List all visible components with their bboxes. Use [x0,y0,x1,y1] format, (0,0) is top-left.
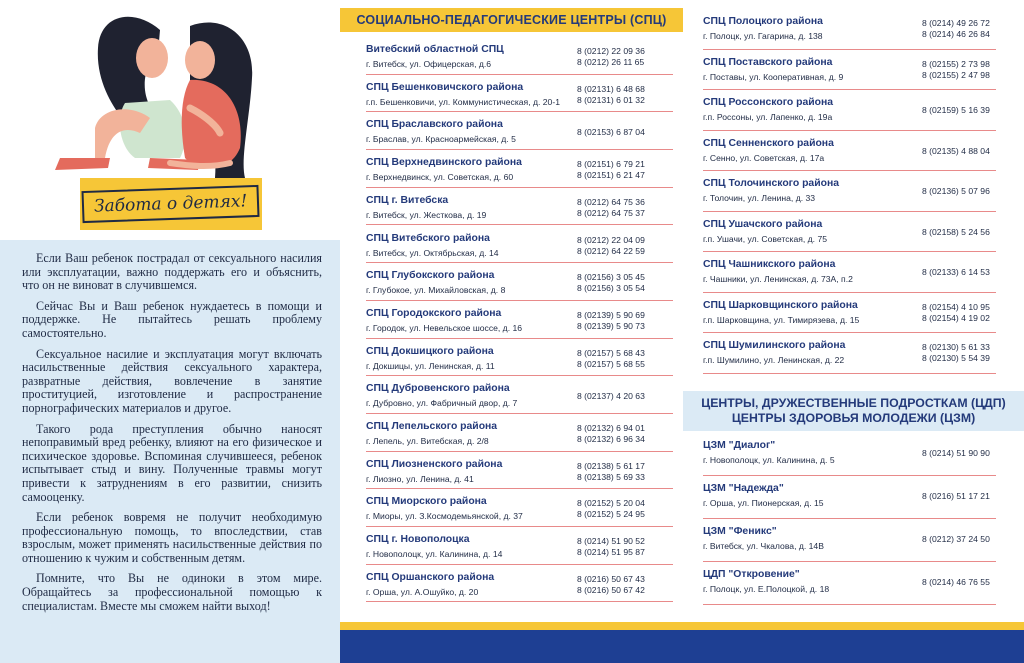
phone-number[interactable]: 8 (0214) 51 95 87 [577,547,645,558]
phone-numbers [922,267,996,278]
center-address: г.п. Россоны, ул. Лапенко, д. 19а [703,112,833,122]
phone-numbers [577,574,657,596]
phone-numbers [922,146,996,157]
phone-number[interactable]: 8 (02154) 4 19 02 [922,312,990,323]
phone-number[interactable]: 8 (02130) 5 54 39 [922,353,990,363]
phone-numbers [577,423,657,445]
contact-entry [366,191,673,226]
spc-header: СОЦИАЛЬНО-ПЕДАГОГИЧЕСКИЕ ЦЕНТРЫ (СПЦ) [340,8,683,32]
phone-numbers [922,302,996,324]
contact-entry [703,93,996,131]
center-name: СПЦ Ушачского района [703,218,823,230]
phone-numbers [577,46,657,68]
contact-entry [703,174,996,212]
youth-header-line: ЦЕНТРЫ ЗДОРОВЬЯ МОЛОДЕЖИ (ЦЗМ) [731,411,976,425]
phone-numbers [577,536,657,558]
phone-number[interactable]: 8 (02151) 6 79 21 [577,159,645,170]
phone-numbers [922,18,996,40]
center-address: г.п. Шарковщина, ул. Тимирязева, д. 15 [703,314,860,325]
paragraph: Такого рода преступления обычно наносят непоправимый вред ребенку, влияют на его физическое и психическое здоровье. Вспоминая случившееся, ребенок испытывает стыд и вину. Полученные травмы могут привести к затруднениям в его развитии, снизить самооценку. [22,421,322,504]
center-name: СПЦ Шумилинского района [703,340,846,351]
center-address: г. Лиозно, ул. Ленина, д. 41 [366,473,474,484]
center-address: г. Городок, ул. Невельское шоссе, д. 16 [366,322,523,333]
phone-number[interactable]: 8 (02156) 3 05 54 [577,283,645,294]
banner-text: Забота о детях! [82,185,260,223]
center-address: г. Сенно, ул. Советская, д. 17а [703,152,825,163]
phone-number[interactable]: 8 (02139) 5 90 73 [577,320,645,331]
phone-number[interactable]: 8 (0214) 46 26 84 [922,29,990,39]
phone-number[interactable]: 8 (0216) 50 67 42 [577,584,645,595]
care-banner [80,178,262,230]
center-name: СПЦ Браславского района [366,119,503,131]
center-name: СПЦ Сенненского района [703,137,834,149]
phone-number[interactable]: 8 (02151) 6 21 47 [577,170,645,181]
phone-number[interactable]: 8 (02157) 5 68 43 [577,347,645,358]
phone-number[interactable]: 8 (0212) 64 22 59 [577,245,645,256]
contact-entry [703,479,996,519]
contact-entry [366,492,673,527]
contact-entry [366,530,673,565]
phone-number[interactable]: 8 (0212) 64 75 37 [577,207,645,218]
center-name: СПЦ г. Витебска [366,194,449,206]
phone-number[interactable]: 8 (02159) 5 16 39 [922,105,990,115]
contact-entry [366,229,673,264]
center-address: г. Витебск, ул. Октябрьская, д. 14 [366,247,499,258]
center-address: г.п. Шумилино, ул. Ленинская, д. 22 [703,355,845,365]
center-address: г. Дубровно, ул. Фабричный двор, д. 7 [366,398,518,409]
center-address: г. Чашники, ул. Ленинская, д. 73А, п.2 [703,274,853,284]
contact-entry [366,417,673,452]
center-name: СПЦ Лиозненского района [366,458,503,470]
info-text-box [0,240,340,663]
phone-numbers [577,235,657,257]
phone-number[interactable]: 8 (0216) 51 17 21 [922,491,990,501]
phone-numbers [922,491,996,502]
phone-numbers [577,159,657,181]
center-name: СПЦ Лепельского района [366,421,498,432]
phone-number[interactable]: 8 (02132) 6 96 34 [577,434,645,444]
phone-number[interactable]: 8 (02152) 5 20 04 [577,498,645,509]
center-name: СПЦ Россонского района [703,97,834,108]
center-name: СПЦ Шарковщинского района [703,299,858,311]
blue-stripe [340,630,1024,663]
middle-panel [340,0,683,663]
center-address: г.п. Ушачи, ул. Советская, д. 75 [703,233,827,244]
phone-numbers [577,310,657,332]
phone-numbers [577,498,657,520]
center-name: СПЦ Миорского района [366,496,487,508]
center-address: г. Миоры, ул. З.Космодемьянской, д. 37 [366,511,523,522]
phone-number[interactable]: 8 (02154) 4 10 95 [922,301,990,312]
phone-numbers [577,84,657,106]
phone-numbers [922,59,996,81]
phone-number[interactable]: 8 (02133) 6 14 53 [922,267,990,277]
contact-entry [366,455,673,490]
phone-numbers [922,577,996,588]
contact-entry [366,40,673,75]
phone-number[interactable]: 8 (02155) 2 73 98 [922,58,990,69]
contact-entry [366,266,673,301]
phone-numbers [922,534,996,545]
left-panel [0,0,340,663]
center-name: СПЦ Полоцкого района [703,16,823,27]
phone-numbers [577,127,657,138]
center-name: ЦЗМ "Диалог" [703,440,776,451]
contact-entry [366,379,673,414]
center-name: СПЦ Витебского района [366,232,490,244]
phone-number[interactable]: 8 (0212) 26 11 65 [577,57,645,67]
phone-number[interactable]: 8 (0214) 51 90 52 [577,536,645,547]
center-name: СПЦ Городокского района [366,307,502,319]
center-address: г. Браслав, ул. Красноармейская, д. 5 [366,134,516,145]
right-panel [683,0,1024,663]
contact-entry [703,53,996,91]
center-name: СПЦ Верхнедвинского района [366,157,522,169]
center-name: СПЦ г. Новополоцка [366,534,470,546]
phone-number[interactable]: 8 (02132) 6 94 01 [577,423,645,433]
paragraph: Если Ваш ребенок пострадал от сексуального насилия или эксплуатации, важно поддержать его и объяснить, что он не виноват в случившемся. [22,251,322,293]
youth-header-line: ЦЕНТРЫ, ДРУЖЕСТВЕННЫЕ ПОДРОСТКАМ (ЦДП) [701,396,1006,410]
phone-number[interactable]: 8 (0216) 50 67 43 [577,573,645,584]
contact-entry [366,568,673,603]
paragraph: Сейчас Вы и Ваш ребенок нуждаетесь в помощи и поддержке. Не пытайтесь решать проблему самостоятельно. [22,298,322,340]
phone-numbers [922,227,996,238]
center-address: г.п. Бешенковичи, ул. Коммунистическая, д. 20-1 [366,96,560,107]
center-address: г. Витебск, ул. Офицерская, д.6 [366,59,492,69]
phone-numbers [577,348,657,370]
phone-number[interactable]: 8 (0214) 46 76 55 [922,577,990,587]
contact-entry [366,153,673,188]
paragraph: Сексуальное насилие и эксплуатация могут включать насильственные действия сексуального характера, развратные действия, вовлечение в занятие проституцией, изготовление и распространение порнографических материалов и другое. [22,346,322,415]
center-address: г. Глубокое, ул. Михайловская, д. 8 [366,285,506,296]
center-address: г. Витебск, ул. Жесткова, д. 19 [366,209,487,220]
phone-number[interactable]: 8 (02130) 5 61 33 [922,342,990,352]
phone-number[interactable]: 8 (02138) 5 61 17 [577,460,645,471]
youth-centers-header [683,391,1024,431]
phone-number[interactable]: 8 (02157) 5 68 55 [577,358,645,369]
center-address: г. Полоцк, ул. Гагарина, д. 138 [703,31,823,41]
phone-number[interactable]: 8 (02155) 2 47 98 [922,69,990,80]
center-name: Витебский областной СПЦ [366,44,504,55]
phone-number[interactable]: 8 (02158) 5 24 56 [922,226,990,237]
phone-number[interactable]: 8 (02153) 6 87 04 [577,127,645,138]
phone-number[interactable]: 8 (0214) 51 90 90 [922,448,990,458]
paragraph: Если ребенок вовремя не получит необходимую профессиональную помощь, то впоследствии, став взрослым, может применять насильственные действия по отношению к чужим и собственным детям. [22,510,322,565]
contact-entry [703,522,996,562]
contact-entry [366,342,673,377]
contact-entry [366,78,673,113]
phone-number[interactable]: 8 (02152) 5 24 95 [577,509,645,520]
center-address: г. Орша, ул. А.Ошуйко, д. 20 [366,586,479,597]
phone-number[interactable]: 8 (02131) 6 48 68 [577,83,645,94]
phone-number[interactable]: 8 (0212) 22 09 36 [577,46,645,56]
center-name: СПЦ Глубокского района [366,270,495,282]
phone-numbers [577,461,657,483]
phone-number[interactable]: 8 (02138) 5 69 33 [577,471,645,482]
phone-number[interactable]: 8 (0212) 22 04 09 [577,234,645,245]
phone-number[interactable]: 8 (02131) 6 01 32 [577,94,645,105]
center-name: ЦЗМ "Феникс" [703,526,777,537]
center-address: г. Новополоцк, ул. Калинина, д. 14 [366,549,503,560]
phone-number[interactable]: 8 (0212) 37 24 50 [922,534,990,544]
phone-numbers [922,105,996,116]
phone-numbers [922,342,996,364]
contact-entry [703,12,996,50]
center-name: ЦДП "Откровение" [703,569,800,580]
contact-entry [366,304,673,339]
center-name: СПЦ Оршанского района [366,571,495,583]
contact-entry [703,215,996,253]
center-name: СПЦ Поставского района [703,56,833,68]
two-girls-illustration [40,8,280,188]
center-name: СПЦ Толочинского района [703,178,840,189]
center-name: ЦЗМ "Надежда" [703,483,784,494]
contact-entry [703,565,996,605]
phone-number[interactable]: 8 (02137) 4 20 63 [577,391,645,402]
yellow-stripe [340,622,1024,630]
phone-number[interactable]: 8 (02136) 5 07 96 [922,186,990,196]
center-address: г. Витебск, ул. Чкалова, д. 14В [703,541,824,551]
paragraph: Помните, что Вы не одиноки в этом мире. Обращайтесь за профессиональной помощью к специалистам. Вместе мы сможем найти выход! [22,571,322,613]
phone-number[interactable]: 8 (02139) 5 90 69 [577,309,645,320]
contact-entry [366,115,673,150]
phone-number[interactable]: 8 (0214) 49 26 72 [922,18,990,28]
phone-numbers [922,448,996,459]
center-address: г. Докшицы, ул. Ленинская, д. 11 [366,360,495,371]
phone-numbers [577,197,657,219]
center-address: г. Лепель, ул. Витебская, д. 2/8 [366,436,489,446]
contact-entry [703,336,996,374]
phone-numbers [577,391,657,402]
center-address: г. Новополоцк, ул. Калинина, д. 5 [703,455,835,465]
center-address: г. Поставы, ул. Кооперативная, д. 9 [703,71,844,82]
center-name: СПЦ Бешенковичского района [366,81,524,93]
center-address: г. Верхнедвинск, ул. Советская, д. 60 [366,172,514,183]
contact-entry [703,296,996,334]
contact-entry [703,134,996,172]
phone-numbers [577,272,657,294]
center-name: СПЦ Докшицкого района [366,345,494,357]
center-address: г. Толочин, ул. Ленина, д. 33 [703,193,816,203]
phone-numbers [922,186,996,197]
center-name: СПЦ Дубровенского района [366,383,510,395]
center-name: СПЦ Чашникского района [703,259,836,270]
center-address: г. Полоцк, ул. Е.Полоцкой, д. 18 [703,584,830,594]
phone-number[interactable]: 8 (02135) 4 88 04 [922,145,990,156]
contact-entry [703,255,996,293]
phone-number[interactable]: 8 (0212) 64 75 36 [577,196,645,207]
contact-entry [703,436,996,476]
center-address: г. Орша, ул. Пионерская, д. 15 [703,498,824,508]
phone-number[interactable]: 8 (02156) 3 05 45 [577,272,645,283]
